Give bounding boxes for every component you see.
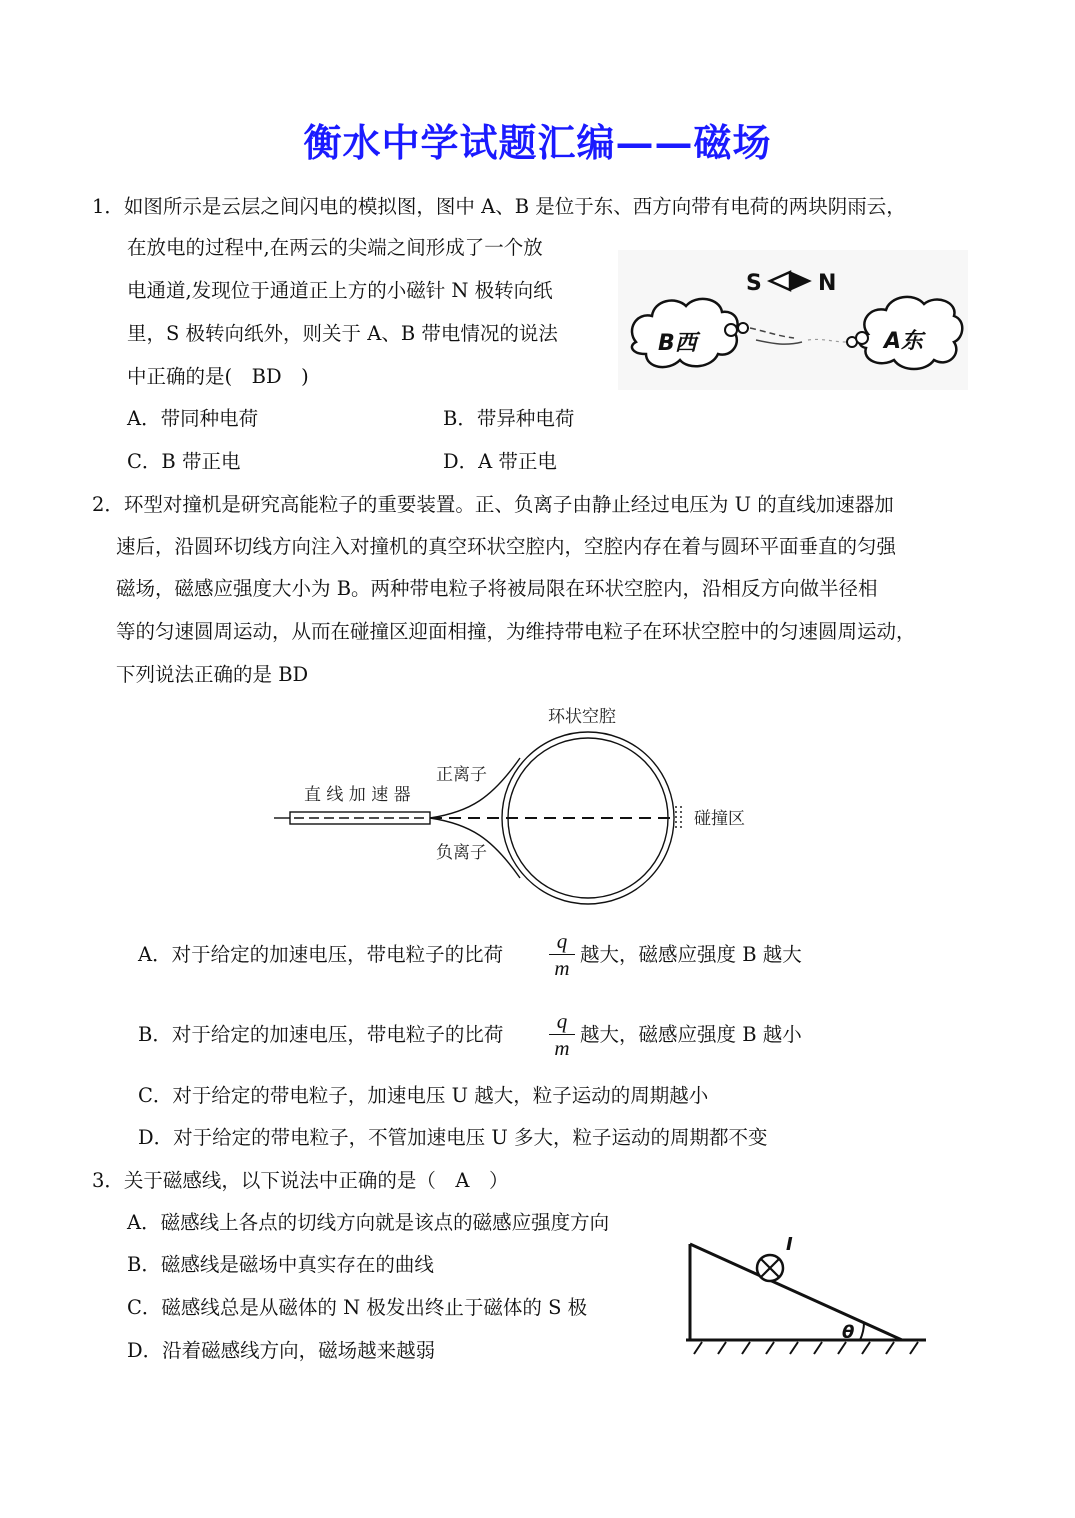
q2-stem-line1: 2．环型对撞机是研究高能粒子的重要装置。正、负离子由静止经过电压为 U 的直线加速器加 xyxy=(92,493,894,516)
q1-option-c: C．B 带正电 xyxy=(127,450,241,473)
current-label: I xyxy=(786,1234,793,1255)
q2-option-a-prefix: A．对于给定的加速电压，带电粒子的比荷 xyxy=(138,943,504,966)
q1-stem-line1: 1．如图所示是云层之间闪电的模拟图，图中 A、B 是位于东、西方向带有电荷的两块阴雨云， xyxy=(92,195,906,218)
q3-option-a: A．磁感线上各点的切线方向就是该点的磁感应强度方向 xyxy=(127,1211,610,1234)
q2-option-a-fraction: q m xyxy=(549,930,575,979)
q1-option-b: B．带异种电荷 xyxy=(443,407,575,430)
q1-stem-line3: 电通道,发现位于通道正上方的小磁针 N 极转向纸 xyxy=(127,279,553,302)
q1-option-d: D．A 带正电 xyxy=(443,450,557,473)
q3-option-b: B．磁感线是磁场中真实存在的曲线 xyxy=(127,1253,434,1276)
q2-option-b-prefix: B．对于给定的加速电压，带电粒子的比荷 xyxy=(138,1023,504,1046)
q2-stem-line5: 下列说法正确的是 BD xyxy=(116,663,309,686)
q1-stem-line5: 中正确的是( BD ) xyxy=(127,365,309,388)
q1-stem-line2: 在放电的过程中,在两云的尖端之间形成了一个放 xyxy=(127,236,543,259)
compass-s-label: S xyxy=(746,271,762,296)
incline-figure xyxy=(682,1232,932,1362)
q2-option-c: C．对于给定的带电粒子，加速电压 U 越大，粒子运动的周期越小 xyxy=(138,1084,709,1107)
cloud-a-label: A东 xyxy=(884,329,924,354)
incline-surface xyxy=(690,1244,902,1340)
positive-ion-label: 正离子 xyxy=(436,765,487,785)
q3-stem: 3．关于磁感线，以下说法中正确的是（ A ） xyxy=(92,1169,509,1192)
lightning-cloud-figure xyxy=(618,250,968,390)
q3-option-c: C．磁感线总是从磁体的 N 极发出终止于磁体的 S 极 xyxy=(127,1296,588,1319)
q2-option-a-suffix: 越大，磁感应强度 B 越大 xyxy=(580,943,802,966)
q2-option-b-fraction: q m xyxy=(549,1010,575,1059)
collision-zone-label: 碰撞区 xyxy=(694,809,745,829)
q3-option-d: D．沿着磁感线方向，磁场越来越弱 xyxy=(127,1339,436,1362)
angle-label: θ xyxy=(842,1322,855,1343)
q2-stem-line2: 速后，沿圆环切线方向注入对撞机的真空环状空腔内，空腔内存在着与圆环平面垂直的匀强 xyxy=(116,535,897,558)
q2-stem-line3: 磁场，磁感应强度大小为 B。两种带电粒子将被局限在环状空腔内，沿相反方向做半径相 xyxy=(116,577,878,600)
angle-arc xyxy=(860,1322,864,1340)
q2-stem-line4: 等的匀速圆周运动，从而在碰撞区迎面相撞，为维持带电粒子在环状空腔中的匀速圆周运动， xyxy=(116,620,916,643)
q1-option-a: A．带同种电荷 xyxy=(127,407,259,430)
q2-option-d: D．对于给定的带电粒子，不管加速电压 U 多大，粒子运动的周期都不变 xyxy=(138,1126,768,1149)
q1-stem-line4: 里，S 极转向纸外，则关于 A、B 带电情况的说法 xyxy=(127,322,558,345)
page-title: 衡水中学试题汇编——磁场 xyxy=(303,120,772,165)
compass-n-label: N xyxy=(818,271,837,296)
ring-cavity-label: 环状空腔 xyxy=(548,707,616,727)
q2-option-b-suffix: 越大，磁感应强度 B 越小 xyxy=(580,1023,802,1046)
cloud-b-label: B西 xyxy=(658,331,697,356)
accelerator-label: 直 线 加 速 器 xyxy=(304,785,411,805)
collider-figure xyxy=(270,700,770,910)
negative-ion-label: 负离子 xyxy=(436,843,487,863)
